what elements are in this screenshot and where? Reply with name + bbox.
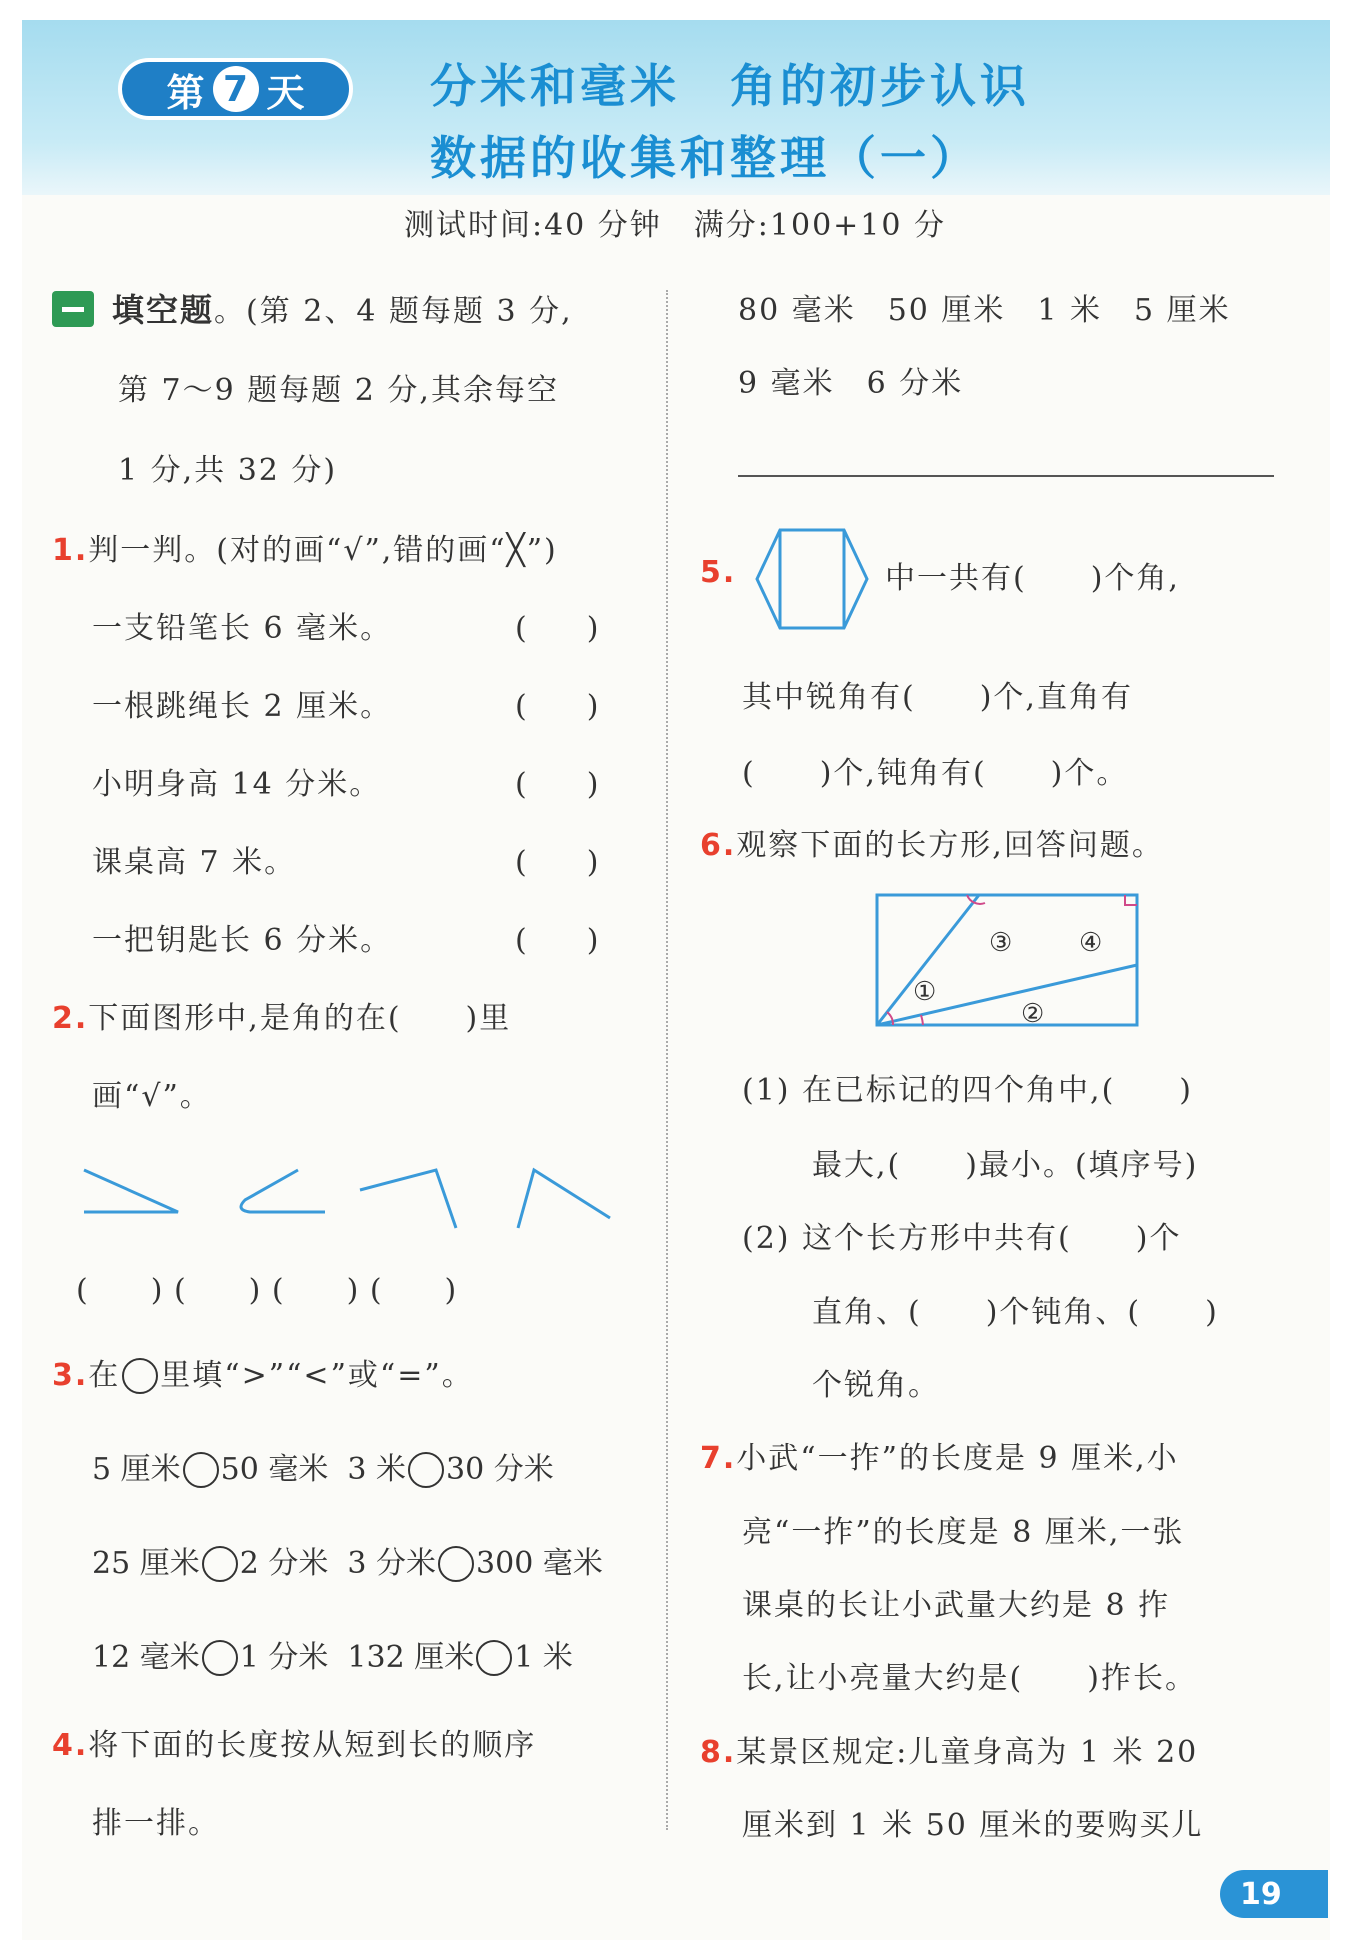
question-4-number: 4.	[52, 1728, 89, 1763]
q4-answer-line[interactable]	[738, 475, 1274, 477]
question-7-line-4: 长,让小亮量大约是( )拃长。	[742, 1661, 1197, 1696]
section-one-icon	[52, 291, 94, 327]
question-4-line-1: 将下面的长度按从短到长的顺序	[88, 1728, 537, 1763]
q3-r3-a-circle[interactable]	[202, 1640, 238, 1676]
question-1-prompt: 判一判。(对的画“√”,错的画“╳”)	[88, 533, 558, 568]
q1-answer-blank-5[interactable]: ( )	[515, 923, 599, 958]
q3-r1-b-left: 3 米	[347, 1452, 407, 1487]
q3-row-2	[92, 1538, 603, 1582]
question-4	[52, 1720, 536, 1764]
q6-label-1: ①	[913, 977, 937, 1007]
question-2-line-1: 下面图形中,是角的在( )里	[88, 1001, 512, 1036]
q3-r3-b-left: 132 厘米	[347, 1640, 475, 1675]
q3-row-1	[92, 1444, 554, 1488]
q1-answer-blank-4[interactable]: ( )	[515, 845, 599, 880]
question-2-line-2: 画“√”。	[92, 1079, 212, 1114]
q3-r1-b-right: 30 分米	[446, 1452, 554, 1487]
q1-item-5: 一把钥匙长 6 分米。	[92, 923, 393, 958]
question-2-number: 2.	[52, 1001, 89, 1036]
q3-row-3	[92, 1632, 573, 1676]
q6-rectangle-figure	[875, 893, 1139, 1029]
q2-shape-2	[241, 1170, 325, 1212]
question-4-line-2: 排一排。	[92, 1806, 220, 1841]
q1-answer-blank-3[interactable]: ( )	[515, 767, 599, 802]
q3-r2-b-circle[interactable]	[438, 1546, 474, 1582]
question-8-line-2: 厘米到 1 米 50 厘米的要购买儿	[742, 1808, 1204, 1843]
q4-lengths-line-2: 9 毫米 6 分米	[738, 366, 964, 401]
q6-label-2: ②	[1021, 999, 1045, 1029]
question-5-line-3: ( )个,钝角有( )个。	[742, 756, 1129, 791]
question-7-line-2: 亮“一拃”的长度是 8 厘米,一张	[742, 1515, 1185, 1550]
question-3	[52, 1350, 474, 1394]
compare-circle-icon	[122, 1358, 158, 1394]
question-3-prompt-b: 里填“>”“<”或“=”。	[160, 1358, 474, 1393]
section-1-title: 填空题	[112, 291, 215, 329]
question-5-line-1: 中一共有( )个角,	[885, 561, 1180, 596]
q3-r3-a-right: 1 分米	[239, 1640, 329, 1675]
question-8-number: 8.	[700, 1735, 737, 1770]
question-7-number: 7.	[700, 1441, 737, 1476]
q6-sub2-line-1: (2) 这个长方形中共有( )个	[742, 1221, 1182, 1256]
q2-shape-3	[360, 1170, 456, 1228]
q1-answer-blank-1[interactable]: ( )	[515, 611, 599, 646]
q1-item-3: 小明身高 14 分米。	[92, 767, 382, 802]
q3-r2-b-left: 3 分米	[347, 1546, 437, 1581]
q2-answer-blanks[interactable]: ( ) ( ) ( ) ( )	[76, 1273, 458, 1308]
question-6	[700, 820, 1164, 864]
q3-r2-b-right: 300 毫米	[476, 1546, 603, 1581]
q6-label-4: ④	[1079, 928, 1103, 958]
q3-r2-a-right: 2 分米	[239, 1546, 329, 1581]
question-5-number	[700, 555, 736, 590]
section-1-intro-1: 。(第 2、4 题每题 3 分,	[214, 294, 573, 329]
q3-r2-a-left: 25 厘米	[92, 1546, 200, 1581]
question-6-prompt: 观察下面的长方形,回答问题。	[736, 828, 1164, 863]
q3-r3-b-right: 1 米	[514, 1640, 573, 1675]
q6-sub1-line-1: (1) 在已标记的四个角中,( )	[742, 1073, 1193, 1108]
day-badge	[118, 58, 353, 120]
q6-label-3: ③	[989, 928, 1013, 958]
q5-hexagon-figure	[752, 528, 872, 630]
q3-r1-a-circle[interactable]	[183, 1452, 219, 1488]
question-1-number: 1.	[52, 533, 89, 568]
section-1-intro-3: 1 分,共 32 分)	[118, 453, 338, 488]
question-7-line-3: 课桌的长让小武量大约是 8 拃	[742, 1588, 1171, 1623]
q3-r1-a-left: 5 厘米	[92, 1452, 181, 1487]
page-number: 19	[1220, 1870, 1328, 1918]
q1-item-1: 一支铅笔长 6 毫米。	[92, 611, 393, 646]
q1-item-4: 课桌高 7 米。	[92, 845, 297, 880]
column-divider	[666, 290, 668, 1830]
section-1-intro-2: 第 7～9 题每题 2 分,其余每空	[118, 373, 559, 408]
q3-r3-a-left: 12 毫米	[92, 1640, 200, 1675]
day-suffix: 天	[266, 70, 305, 115]
q5-hexagon	[757, 530, 867, 628]
question-7	[700, 1433, 1179, 1477]
question-6-number: 6.	[700, 828, 737, 863]
q3-r2-a-circle[interactable]	[202, 1546, 238, 1582]
section-1-heading	[52, 285, 573, 331]
question-5-num-text: 5.	[700, 555, 737, 590]
q2-shape-1	[84, 1170, 178, 1212]
q2-shape-4	[518, 1170, 610, 1228]
title-line-1: 分米和毫米 角的初步认识	[430, 59, 1030, 113]
title-line-2: 数据的收集和整理（一）	[430, 131, 980, 185]
q1-answer-blank-2[interactable]: ( )	[515, 689, 599, 724]
q3-r1-b-circle[interactable]	[408, 1452, 444, 1488]
q1-item-2: 一根跳绳长 2 厘米。	[92, 689, 393, 724]
q3-r1-a-right: 50 毫米	[220, 1452, 329, 1487]
q2-shapes-figure	[80, 1160, 620, 1240]
question-8	[700, 1727, 1198, 1771]
q3-r3-b-circle[interactable]	[476, 1640, 512, 1676]
day-prefix: 第	[166, 70, 205, 115]
q6-sub1-line-2: 最大,( )最小。(填序号)	[812, 1148, 1199, 1183]
q4-lengths-line-1: 80 毫米 50 厘米 1 米 5 厘米	[738, 293, 1231, 328]
question-8-line-1: 某景区规定:儿童身高为 1 米 20	[736, 1735, 1199, 1770]
question-1	[52, 525, 558, 569]
test-info: 测试时间:40 分钟 满分:100+10 分	[403, 208, 947, 243]
question-5-line-2: 其中锐角有( )个,直角有	[742, 680, 1133, 715]
day-number: 7	[213, 66, 259, 112]
q6-sub2-line-3: 个锐角。	[812, 1368, 940, 1403]
question-3-prompt-a: 在	[88, 1358, 121, 1393]
question-7-line-1: 小武“一拃”的长度是 9 厘米,小	[736, 1441, 1179, 1476]
q6-sub2-line-2: 直角、( )个钝角、( )	[812, 1295, 1219, 1330]
question-3-number: 3.	[52, 1358, 89, 1393]
page-title	[430, 50, 1130, 194]
question-2	[52, 993, 511, 1037]
